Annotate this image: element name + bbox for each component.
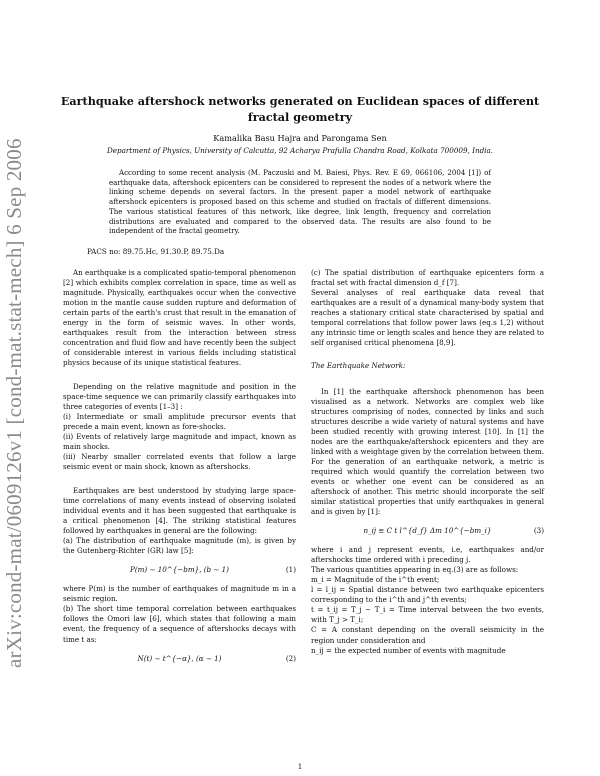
paper-title: Earthquake aftershock networks generated on Euclidean spaces of different fractal geometry xyxy=(60,94,540,124)
definition-constant: C = A constant depending on the overall seismicity in the region under consideration and xyxy=(311,625,544,645)
equation-3-body: n_ij ≡ C t l^{d_f} Δm 10^{−bm_i} xyxy=(363,526,492,536)
equation-1-number: (1) xyxy=(285,565,296,575)
equation-1-body: P(m) ∼ 10^{−bm}, (b ∼ 1) xyxy=(130,565,229,575)
quantities-intro: The various quantities appearing in eq.(3) are as follows: xyxy=(311,565,519,575)
after-equation-1: where P(m) is the number of earthquakes of magnitude m in a seismic region. xyxy=(63,584,296,604)
definition-distance: l = l_ij = Spatial distance between two earthquake epicenters corresponding to the i^th and j^th events; xyxy=(311,585,544,605)
classification-paragraph: Depending on the relative magnitude and position in the space-time sequence we can primarily classify earthquakes into three categories of events [1–3] : xyxy=(63,382,296,412)
criticality-paragraph: Several analyses of real earthquake data reveal that earthquakes are a result of a dynamical many-body system that reaches a stationary critical state characterised by spatial and temporal correlations that follow power laws (eq.s 1,2) without any intrinsic time or length scales and hence they are related to self organised critical phenomena [8,9]. xyxy=(311,288,544,348)
network-paragraph: In [1] the earthquake aftershock phenomenon has been visualised as a network. Networks are complex web like structures comprising of nodes, connected by links and such structures describe a wide variety of natural systems and have been studied recently with growing interest [10]. In [1] the nodes are the earthquake/aftershock epicenters and they are linked with a weightage given by the correlation between them. For the generation of an earthquake network, a metric is required which would quantify the correlation between two events or whether one event can be considered as an aftershock of another. This metric should incorporate the self similar statistical properties that unify earthquakes in general and is given by [1]: xyxy=(311,387,544,517)
equation-3-number: (3) xyxy=(533,526,544,536)
feature-c: (c) The spatial distribution of earthquake epicenters form a fractal set with fractal dimension d_f [7]. xyxy=(311,268,544,288)
right-column xyxy=(311,268,544,656)
arxiv-stamp: arXiv:cond-mat/0609126v1 [cond-mat.stat-mech] 6 Sep 2006 xyxy=(2,138,26,668)
equation-2 xyxy=(63,654,296,664)
feature-a: (a) The distribution of earthquake magnitude (m), is given by the Gutenberg-Richter (GR) law [5]: xyxy=(63,536,296,556)
definition-time: t = t_ij = T_j − T_i = Time interval between the two events, with T_j > T_i; xyxy=(311,605,544,625)
affiliation: Department of Physics, University of Calcutta, 92 Acharya Prafulla Chandra Road, Kolkata 700009, India. xyxy=(106,146,494,155)
definition-expected-number: n_ij = the expected number of events with magnitude xyxy=(311,645,506,655)
abstract: According to some recent analysis (M. Paczuski and M. Baiesi, Phys. Rev. E 69, 066106, 2004 [1]) of earthquake data, aftershock epicenters can be considered to represent the nodes of a network where the linking scheme depends on several factors. In the present paper a model network of earthquake aftershock epicenters is proposed based on this scheme and studied on fractals of different dimensions. The various statistical features of this network, like degree, link length, frequency and correlation distributions are evaluated and compared to the observed data. The results are also found to be independent of the fractal geometry. xyxy=(109,168,491,236)
equation-1 xyxy=(63,565,296,575)
intro-paragraph: An earthquake is a complicated spatio-temporal phenomenon [2] which exhibits complex correlation in space, time as well as magnitude. Physically, earthquakes occur when the convective motion in the mantle cause sudden rupture and deformation of certain parts of the earth's crust that result in the emanation of energy in the form of seismic waves. In other words, earthquakes result from the interaction between stress concentration and fluid flow and have recently been the subject of considerable interest in various fields including statistical physics because of its unique statistical features. xyxy=(63,268,296,368)
list-item-foreshocks: (i) Intermediate or small amplitude precursor events that precede a main event, known as fore-shocks. xyxy=(63,412,296,432)
feature-b: (b) The short time temporal correlation between earthquakes follows the Omori law [6], which states that following a main event, the frequency of a sequence of aftershocks decays with time t as: xyxy=(63,604,296,644)
authors: Kamalika Basu Hajra and Parongama Sen xyxy=(213,133,387,143)
features-paragraph: Earthquakes are best understood by studying large space-time correlations of many events instead of observing isolated individual events and it has been suggested that earthquake is a critical phenomenon [4]. The striking statistical features followed by earthquakes in general are the following: xyxy=(63,486,296,536)
equation-3 xyxy=(311,526,544,536)
list-item-main-shocks: (ii) Events of relatively large magnitude and impact, known as main shocks. xyxy=(63,432,296,452)
definition-magnitude: m_i = Magnitude of the i^th event; xyxy=(311,575,440,585)
equation-2-body: N(t) ∼ t^{−α}, (α ∼ 1) xyxy=(137,653,222,663)
events-definition: where i and j represent events, i.e, earthquakes and/or aftershocks time ordered with i preceding j. xyxy=(311,545,544,565)
equation-2-number: (2) xyxy=(285,653,296,663)
pacs-numbers: PACS no: 89.75.Hc, 91.30.P, 89.75.Da xyxy=(87,247,225,256)
list-item-aftershocks: (iii) Nearby smaller correlated events that follow a large seismic event or main shock, known as aftershocks. xyxy=(63,452,296,472)
section-heading: The Earthquake Network: xyxy=(311,361,406,371)
page-number: 1 xyxy=(297,762,303,771)
left-column xyxy=(63,268,296,673)
